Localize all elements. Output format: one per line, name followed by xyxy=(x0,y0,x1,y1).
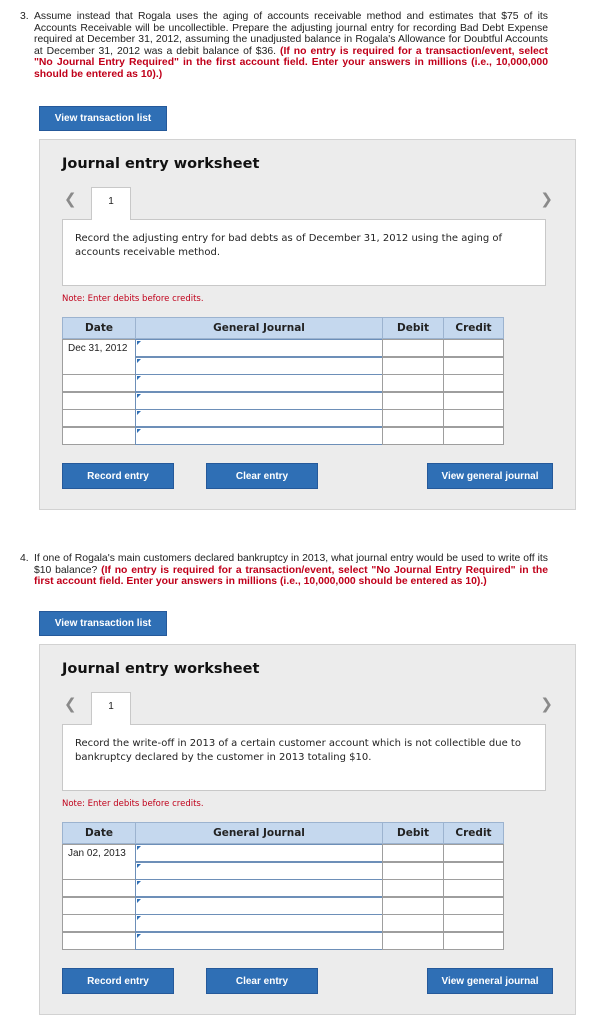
date-cell[interactable] xyxy=(62,914,136,932)
debits-note: Note: Enter debits before credits. xyxy=(62,799,204,809)
question-text xyxy=(34,11,548,81)
account-input[interactable] xyxy=(135,914,383,932)
column-header-credit: Credit xyxy=(443,317,504,339)
account-input[interactable] xyxy=(135,357,383,375)
dropdown-marker-icon xyxy=(137,916,141,920)
column-header-debit: Debit xyxy=(382,317,444,339)
question-body: If one of Rogala's main customers declared bankruptcy in 2013, what journal entry would be used to write off its $10 balance? xyxy=(34,553,548,576)
step-tab[interactable]: 1 xyxy=(91,692,131,725)
view-general-journal-button[interactable]: View general journal xyxy=(427,968,553,994)
date-cell[interactable] xyxy=(62,932,136,950)
credit-input[interactable] xyxy=(443,427,504,445)
account-input[interactable] xyxy=(135,879,383,897)
dropdown-marker-icon xyxy=(137,341,141,345)
column-header-general-journal: General Journal xyxy=(135,822,383,844)
account-input[interactable] xyxy=(135,862,383,880)
credit-input[interactable] xyxy=(443,409,504,427)
credit-input[interactable] xyxy=(443,914,504,932)
question-body: Assume instead that Rogala uses the aging of accounts receivable method and estimates that $75 of its Accounts Receivable will be uncollectible. Prepare the adjusting journal entry for recording Bad Debt Expense required at December 31, 2012, assuming the unadjusted balance in Rogala's Allowance for Doubtful Accounts at December 31, 2012 was a debit balance of $36. xyxy=(34,11,548,57)
question-instruction: (If no entry is required for a transaction/event, select "No Journal Entry Required" in the first account field. Enter your answers in millions (i.e., 10,000,000 should be entered as 10).) xyxy=(34,564,548,588)
question-number: 3. xyxy=(20,11,29,22)
date-cell[interactable] xyxy=(62,897,136,915)
credit-input[interactable] xyxy=(443,862,504,880)
clear-entry-button[interactable]: Clear entry xyxy=(206,463,318,489)
debit-input[interactable] xyxy=(382,427,444,445)
record-entry-button[interactable]: Record entry xyxy=(62,968,174,994)
debit-input[interactable] xyxy=(382,862,444,880)
account-input[interactable] xyxy=(135,932,383,950)
journal-entry-worksheet xyxy=(39,139,576,510)
chevron-right-icon[interactable]: ❯ xyxy=(540,190,553,208)
dropdown-marker-icon xyxy=(137,359,141,363)
dropdown-marker-icon xyxy=(137,934,141,938)
debit-input[interactable] xyxy=(382,409,444,427)
dropdown-marker-icon xyxy=(137,411,141,415)
debit-input[interactable] xyxy=(382,844,444,862)
date-cell[interactable]: Jan 02, 2013 xyxy=(62,844,136,880)
chevron-left-icon[interactable]: ❮ xyxy=(64,190,77,208)
question-text xyxy=(34,553,548,588)
worksheet-title: Journal entry worksheet xyxy=(62,661,260,677)
debit-input[interactable] xyxy=(382,339,444,357)
column-header-credit: Credit xyxy=(443,822,504,844)
debit-input[interactable] xyxy=(382,897,444,915)
debit-input[interactable] xyxy=(382,357,444,375)
debit-input[interactable] xyxy=(382,932,444,950)
view-transaction-list-button[interactable]: View transaction list xyxy=(39,106,167,131)
date-cell[interactable]: Dec 31, 2012 xyxy=(62,339,136,375)
column-header-date: Date xyxy=(62,317,136,339)
column-header-date: Date xyxy=(62,822,136,844)
record-entry-button[interactable]: Record entry xyxy=(62,463,174,489)
question-number: 4. xyxy=(20,553,29,564)
chevron-left-icon[interactable]: ❮ xyxy=(64,695,77,713)
debit-input[interactable] xyxy=(382,374,444,392)
dropdown-marker-icon xyxy=(137,846,141,850)
entry-description: Record the adjusting entry for bad debts as of December 31, 2012 using the aging of accounts receivable method. xyxy=(62,219,546,286)
column-header-debit: Debit xyxy=(382,822,444,844)
dropdown-marker-icon xyxy=(137,394,141,398)
credit-input[interactable] xyxy=(443,392,504,410)
account-input[interactable] xyxy=(135,409,383,427)
credit-input[interactable] xyxy=(443,374,504,392)
debit-input[interactable] xyxy=(382,879,444,897)
question-instruction: (If no entry is required for a transaction/event, select "No Journal Entry Required" in the first account field. Enter your answers in millions (i.e., 10,000,000 should be entered as 10).) xyxy=(34,45,548,80)
credit-input[interactable] xyxy=(443,879,504,897)
entry-description: Record the write-off in 2013 of a certain customer account which is not collectible due to bankruptcy declared by the customer in 2013 totaling $10. xyxy=(62,724,546,791)
credit-input[interactable] xyxy=(443,339,504,357)
journal-entry-worksheet xyxy=(39,644,576,1015)
dropdown-marker-icon xyxy=(137,376,141,380)
dropdown-marker-icon xyxy=(137,864,141,868)
date-cell[interactable] xyxy=(62,374,136,392)
step-tab[interactable]: 1 xyxy=(91,187,131,220)
account-input[interactable] xyxy=(135,392,383,410)
date-cell[interactable] xyxy=(62,427,136,445)
credit-input[interactable] xyxy=(443,932,504,950)
account-input[interactable] xyxy=(135,374,383,392)
account-input[interactable] xyxy=(135,339,383,357)
credit-input[interactable] xyxy=(443,844,504,862)
account-input[interactable] xyxy=(135,427,383,445)
account-input[interactable] xyxy=(135,897,383,915)
credit-input[interactable] xyxy=(443,357,504,375)
view-general-journal-button[interactable]: View general journal xyxy=(427,463,553,489)
clear-entry-button[interactable]: Clear entry xyxy=(206,968,318,994)
date-cell[interactable] xyxy=(62,409,136,427)
question-3 xyxy=(20,11,548,81)
dropdown-marker-icon xyxy=(137,429,141,433)
question-4 xyxy=(20,553,548,588)
debit-input[interactable] xyxy=(382,914,444,932)
dropdown-marker-icon xyxy=(137,881,141,885)
view-transaction-list-button[interactable]: View transaction list xyxy=(39,611,167,636)
column-header-general-journal: General Journal xyxy=(135,317,383,339)
debit-input[interactable] xyxy=(382,392,444,410)
debits-note: Note: Enter debits before credits. xyxy=(62,294,204,304)
account-input[interactable] xyxy=(135,844,383,862)
credit-input[interactable] xyxy=(443,897,504,915)
date-cell[interactable] xyxy=(62,879,136,897)
worksheet-title: Journal entry worksheet xyxy=(62,156,260,172)
chevron-right-icon[interactable]: ❯ xyxy=(540,695,553,713)
date-cell[interactable] xyxy=(62,392,136,410)
dropdown-marker-icon xyxy=(137,899,141,903)
